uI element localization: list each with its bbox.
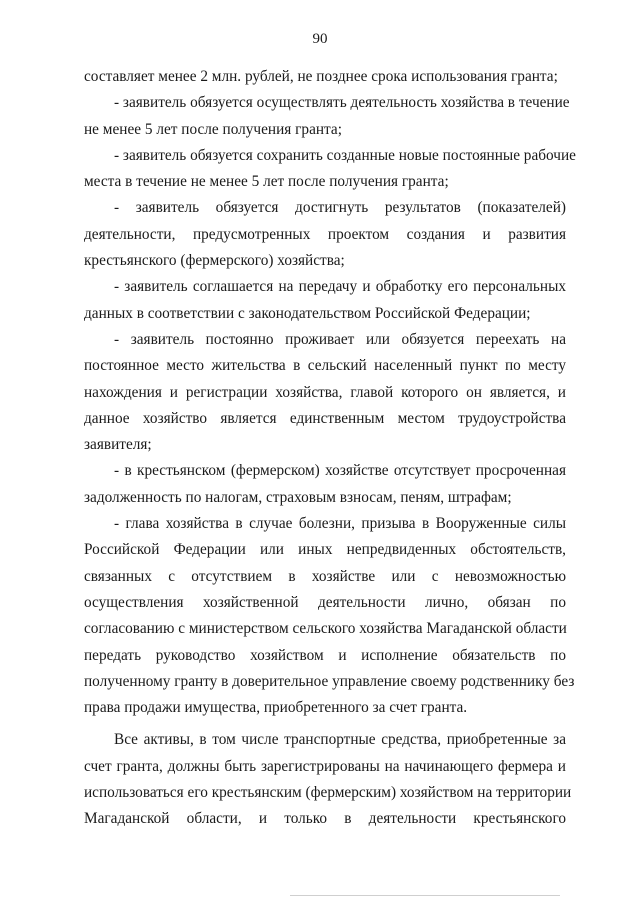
text-line: связанных с отсутствием в хозяйстве или с невозможностью <box>84 567 566 585</box>
paragraph <box>84 727 572 832</box>
text-line: заявителя; <box>84 436 152 454</box>
text-line: счет гранта, должны быть зарегистрированы на начинающего фермера и <box>84 757 566 775</box>
text-line: задолженность по налогам, страховым взносам, пеням, штрафам; <box>84 488 512 506</box>
page-number: 90 <box>312 31 328 47</box>
text-line: данных в соответствии с законодательством Российской Федерации; <box>84 304 531 322</box>
text-line: нахождения и регистрации хозяйства, главой которого он является, и <box>84 383 566 401</box>
text-line: деятельности, предусмотренных проектом создания и развития <box>84 225 566 243</box>
text-line: - заявитель обязуется достигнуть результатов (показателей) <box>114 199 566 217</box>
text-line: согласованию с министерством сельского хозяйства Магаданской области <box>84 620 567 638</box>
text-line: Магаданской области, и только в деятельности крестьянского <box>84 810 566 828</box>
text-line: передать руководство хозяйством и исполнение обязательств по <box>84 646 566 664</box>
paragraph <box>84 143 576 196</box>
text-line: - заявитель постоянно проживает или обязуется переехать на <box>114 330 566 348</box>
paragraph <box>84 458 566 511</box>
paragraph <box>84 327 566 458</box>
text-line: не менее 5 лет после получения гранта; <box>84 120 342 138</box>
text-line: - заявитель обязуется осуществлять деятельность хозяйства в течение <box>114 94 570 112</box>
document-body <box>84 64 576 833</box>
paragraph <box>84 195 566 274</box>
text-line: Все активы, в том числе транспортные средства, приобретенные за <box>114 731 566 749</box>
text-line: данное хозяйство является единственным местом трудоустройства <box>84 409 566 427</box>
text-line: - глава хозяйства в случае болезни, призыва в Вооруженные силы <box>114 515 566 533</box>
text-line: составляет менее 2 млн. рублей, не позднее срока использования гранта; <box>84 68 558 85</box>
text-line: использоваться его крестьянским (фермерским) хозяйством на территории <box>84 784 572 802</box>
text-line: права продажи имущества, приобретенного за счет гранта. <box>84 699 468 717</box>
paragraph <box>84 511 575 721</box>
paragraph <box>84 274 566 327</box>
text-line: - заявитель обязуется сохранить созданные новые постоянные рабочие <box>114 146 576 164</box>
text-line: - заявитель соглашается на передачу и обработку его персональных <box>114 278 566 296</box>
text-line: места в течение не менее 5 лет после получения гранта; <box>84 173 449 191</box>
text-line: Российской Федерации или иных непредвиденных обстоятельств, <box>84 541 566 559</box>
text-line: полученному гранту в доверительное управление своему родственнику без <box>84 672 575 690</box>
text-line: - в крестьянском (фермерском) хозяйстве отсутствует просроченная <box>114 462 566 480</box>
scan-edge-line <box>290 895 560 896</box>
paragraph <box>84 90 570 143</box>
paragraph <box>84 64 566 90</box>
text-line: крестьянского (фермерского) хозяйства; <box>84 252 345 270</box>
text-line: осуществления хозяйственной деятельности лично, обязан по <box>84 593 566 611</box>
text-line: постоянное место жительства в сельский населенный пункт по месту <box>84 357 566 375</box>
